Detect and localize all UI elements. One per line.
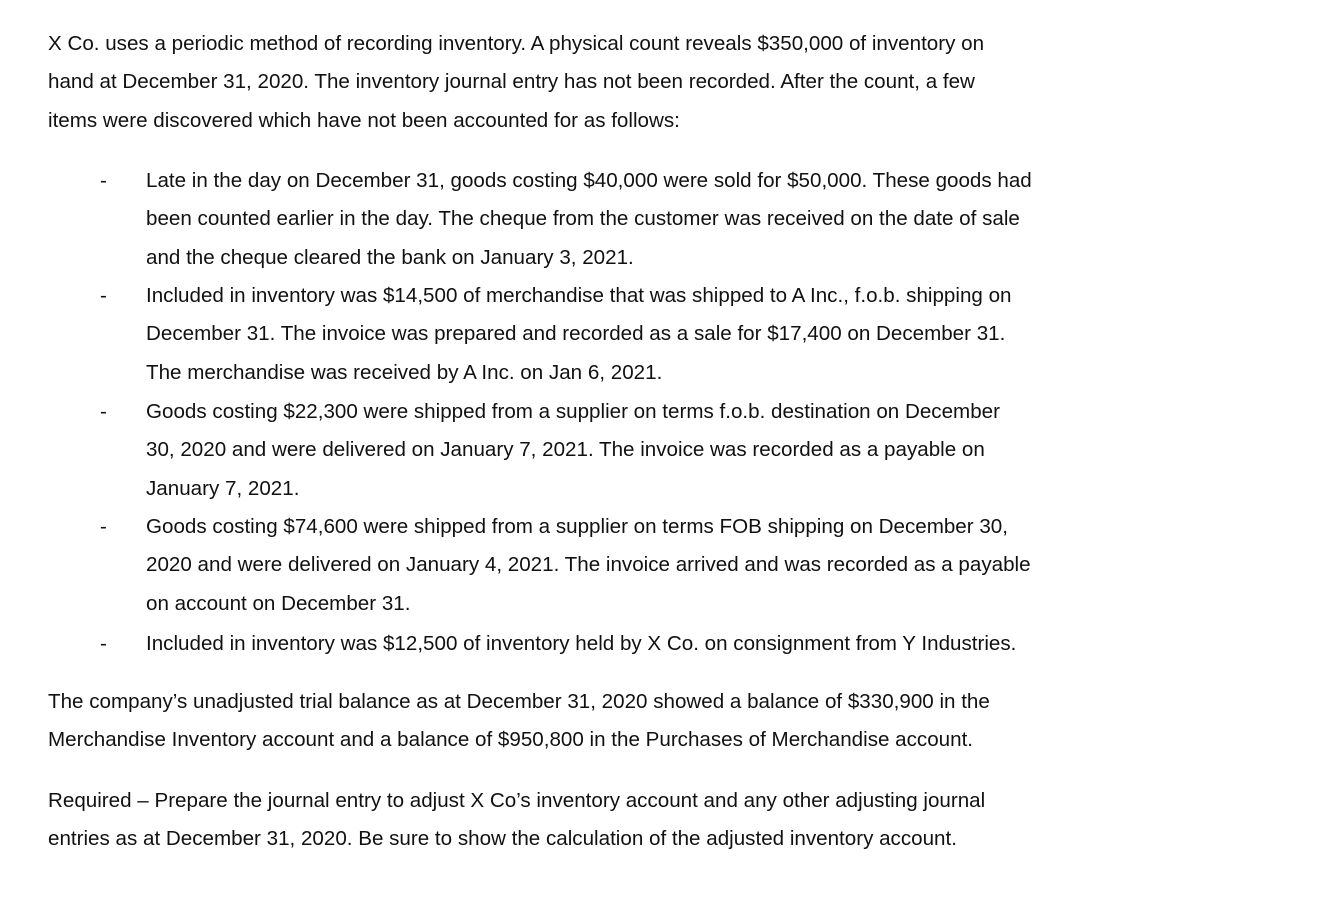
text-line: been counted earlier in the day. The cheque from the customer was received on the date of sale [146, 207, 1020, 231]
trial-balance-paragraph [48, 683, 990, 760]
required-paragraph [48, 782, 985, 859]
bullet-dash: - [100, 400, 107, 423]
text-line: Late in the day on December 31, goods costing $40,000 were sold for $50,000. These goods had [146, 169, 1032, 192]
text-line: and the cheque cleared the bank on January 3, 2021. [146, 245, 634, 269]
text-line: entries as at December 31, 2020. Be sure to show the calculation of the adjusted inventory account. [48, 827, 957, 851]
text-line: items were discovered which have not been accounted for as follows: [48, 108, 680, 132]
text-line: December 31. The invoice was prepared and recorded as a sale for $17,400 on December 31. [146, 322, 1006, 346]
text-line: The company’s unadjusted trial balance as at December 31, 2020 showed a balance of $330,900 in the [48, 690, 990, 713]
text-line: 2020 and were delivered on January 4, 2021. The invoice arrived and was recorded as a payable [146, 553, 1031, 577]
text-line: Goods costing $74,600 were shipped from a supplier on terms FOB shipping on December 30, [146, 515, 1008, 538]
text-line: January 7, 2021. [146, 476, 300, 500]
intro-paragraph [48, 25, 984, 140]
bullet-dash: - [100, 515, 107, 538]
text-line: Included in inventory was $12,500 of inventory held by X Co. on consignment from Y Industries. [146, 632, 1017, 655]
text-line: Goods costing $22,300 were shipped from a supplier on terms f.o.b. destination on December [146, 400, 1000, 423]
text-line: Merchandise Inventory account and a balance of $950,800 in the Purchases of Merchandise account. [48, 728, 974, 752]
text-line: on account on December 31. [146, 591, 411, 615]
text-line: hand at December 31, 2020. The inventory journal entry has not been recorded. After the count, a few [48, 70, 975, 94]
text-line: The merchandise was received by A Inc. on Jan 6, 2021. [146, 360, 663, 384]
bullet-dash: - [100, 284, 107, 307]
text-line: Required – Prepare the journal entry to adjust X Co’s inventory account and any other adjusting journal [48, 789, 986, 812]
bullet-dash: - [100, 632, 107, 655]
bullet-dash: - [100, 169, 107, 192]
text-line: Included in inventory was $14,500 of merchandise that was shipped to A Inc., f.o.b. shipping on [146, 284, 1012, 307]
text-line: X Co. uses a periodic method of recording inventory. A physical count reveals $350,000 of inventory on [48, 32, 985, 55]
text-line: 30, 2020 and were delivered on January 7, 2021. The invoice was recorded as a payable on [146, 438, 985, 462]
